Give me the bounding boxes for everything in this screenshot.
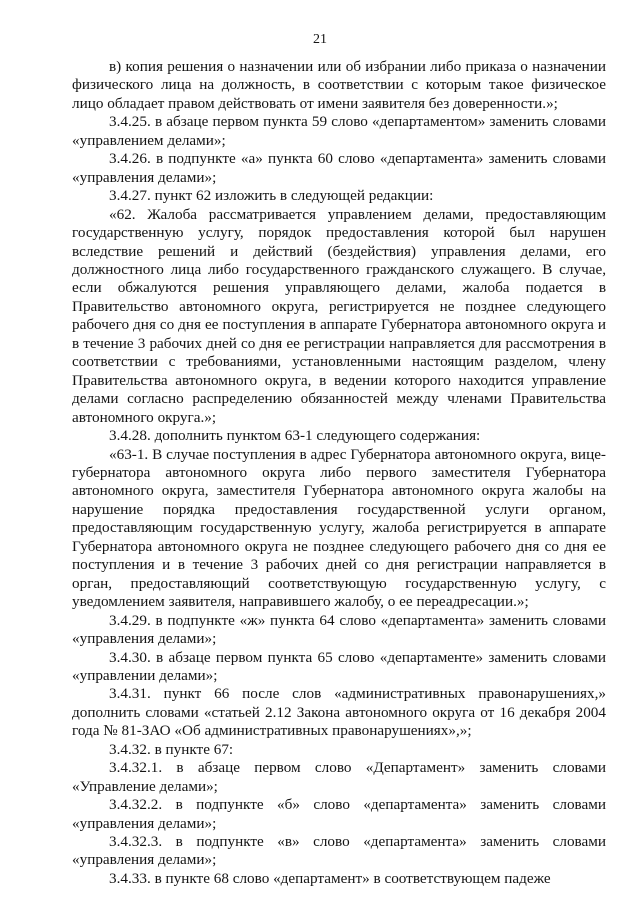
- paragraph: 3.4.33. в пункте 68 слово «департамент» в соответствующем падеже: [109, 869, 551, 887]
- paragraph: 3.4.31. пункт 66 после слов «административных правонарушениях,» дополнить словами «статьей 2.12 Закона автономного округа от 16 декабря 2004 года № 81-ЗАО «Об административных правонарушениях»,»;: [72, 685, 606, 740]
- page-number: 21: [313, 32, 327, 47]
- paragraph: 3.4.30. в абзаце первом пункта 65 слово «департаменте» заменить словами «управлении делами»;: [72, 648, 606, 684]
- paragraph: 3.4.27. пункт 62 изложить в следующей редакции:: [109, 187, 434, 205]
- paragraph: «63-1. В случае поступления в адрес Губернатора автономного округа, вице-губернатора автономного округа либо первого заместителя Губернатора автономного округа, заместителя Губернатора автономного округа жалобы на нарушение порядка предоставления государственной услуги органом, предоставляющим государственную услугу, жалоба регистрируется в аппарате Губернатора автономного округа не позднее следующего рабочего дня со дня ее поступления и в течение 3 рабочих дней со дня регистрации направляется в орган, предоставляющий соответствующую государственную услугу, с уведомлением заявителя, направившего жалобу, о ее переадресации.»;: [72, 445, 606, 611]
- paragraph: 3.4.28. дополнить пунктом 63-1 следующего содержания:: [109, 427, 481, 445]
- paragraph: 3.4.32.2. в подпункте «б» слово «департамента» заменить словами «управления делами»;: [72, 796, 606, 832]
- paragraph: 3.4.25. в абзаце первом пункта 59 слово «департаментом» заменить словами «управлением делами»;: [72, 113, 606, 149]
- document-body: [72, 58, 606, 888]
- paragraph: 3.4.26. в подпункте «а» пункта 60 слово «департамента» заменить словами «управления делами»;: [72, 150, 606, 186]
- paragraph: 3.4.32.1. в абзаце первом слово «Департамент» заменить словами «Управление делами»;: [72, 759, 606, 795]
- paragraph: 3.4.29. в подпункте «ж» пункта 64 слово «департамента» заменить словами «управления делами»;: [72, 611, 606, 648]
- paragraph: в) копия решения о назначении или об избрании либо приказа о назначении физического лица на должность, в соответствии с которым такое физическое лицо обладает правом действовать от имени заявителя без доверенности.»;: [72, 58, 606, 112]
- paragraph: «62. Жалоба рассматривается управлением делами, предоставляющим государственную услугу, порядок предоставления которой был нарушен вследствие решений и действий (бездействия) управления делами, его должностного лица либо государственного гражданского служащего. В случае, если обжалуются решения управляющего делами, жалоба подается в Правительство автономного округа, регистрируется не позднее следующего рабочего дня со дня ее поступления в аппарате Губернатора автономного округа и в течение 3 рабочих дней со дня ее регистрации направляется для рассмотрения в соответствии с требованиями, установленными настоящим разделом, члену Правительства автономного округа, в ведении которого находится управление делами согласно распределению обязанностей между членами Правительства автономного округа.»;: [72, 205, 606, 426]
- paragraph: 3.4.32.3. в подпункте «в» слово «департамента» заменить словами «управления делами»;: [72, 833, 606, 869]
- paragraph: 3.4.32. в пункте 67:: [109, 740, 234, 758]
